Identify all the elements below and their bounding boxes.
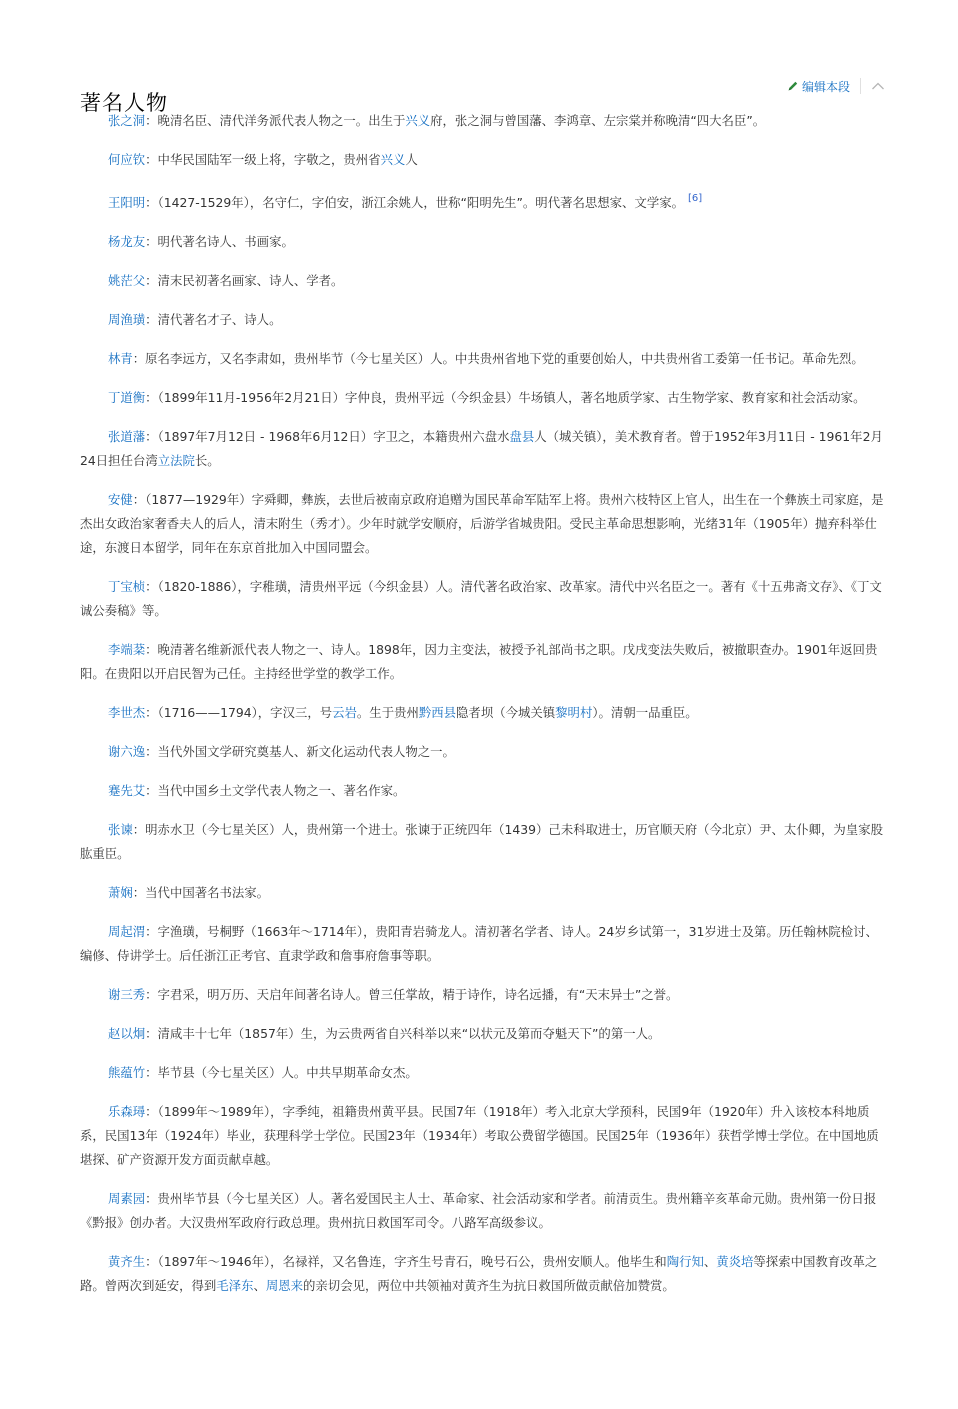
- inline-link[interactable]: 黎明村: [555, 705, 593, 720]
- person-name-link[interactable]: 李世杰: [108, 705, 146, 720]
- entry-text: 的亲切会见，两位中共领袖对黄齐生为抗日救国所做贡献倍加赞赏。: [303, 1278, 675, 1293]
- person-entry: [80, 983, 886, 1007]
- entry-text: 府，张之洞与曾国藩、李鸿章、左宗棠并称晚清“四大名臣”。: [430, 113, 766, 128]
- person-name-link[interactable]: 张谏: [108, 822, 133, 837]
- person-entry: [80, 269, 886, 293]
- entry-text: ：（1897年～1946年），名禄祥，又名鲁连，字齐生号青石，晚号石公，贵州安顺人。他毕生和: [145, 1254, 667, 1269]
- entry-text: ：（1897年7月12日 - 1968年6月12日）字卫之，本籍贵州六盘水: [145, 429, 510, 444]
- entry-text: ：毕节县（今七星关区）人。中共早期革命女杰。: [145, 1065, 418, 1080]
- person-entry: [80, 575, 886, 623]
- person-entry: [80, 386, 886, 410]
- people-list: [80, 109, 886, 1298]
- entry-text: 人: [405, 152, 418, 167]
- person-entry: [80, 1187, 886, 1235]
- person-entry: [80, 347, 886, 371]
- person-name-link[interactable]: 张道藩: [108, 429, 146, 444]
- person-entry: [80, 638, 886, 686]
- entry-text: ：（1899年11月-1956年2月21日）字仲良，贵州平远（今织金县）牛场镇人，著名地质学家、古生物学家、教育家和社会活动家。: [145, 390, 866, 405]
- entry-text: ：字君采，明万历、天启年间著名诗人。曾三任掌故，精于诗作，诗名远播，有“天末异士”之誉。: [145, 987, 679, 1002]
- entry-text: ：（1716——1794），字汉三，号: [145, 705, 333, 720]
- person-entry: [80, 740, 886, 764]
- entry-text: ：（1427-1529年），名守仁，字伯安，浙江余姚人，世称“阳明先生”。明代著名思想家、文学家。: [145, 195, 684, 210]
- inline-link[interactable]: 立法院: [157, 453, 195, 468]
- entry-text: ：当代中国乡土文学代表人物之一、著名作家。: [145, 783, 406, 798]
- pencil-icon: [787, 80, 799, 92]
- entry-text: ）。清朝一品重臣。: [592, 705, 698, 720]
- citation-link[interactable]: [6]: [688, 193, 703, 204]
- person-name-link[interactable]: 蹇先艾: [108, 783, 146, 798]
- person-entry: [80, 488, 886, 560]
- entry-text: ：（1820-1886），字稚璜，清贵州平远（今织金县）人。清代著名政治家、改革家。清代中兴名臣之一。著有《十五弗斋文存》、《丁文诚公奏稿》等。: [80, 579, 882, 618]
- person-name-link[interactable]: 何应钦: [108, 152, 146, 167]
- person-entry: [80, 1100, 886, 1172]
- entry-text: ：晚清名臣、清代洋务派代表人物之一。出生于: [145, 113, 406, 128]
- person-name-link[interactable]: 王阳明: [108, 195, 146, 210]
- entry-text: ：明代著名诗人、书画家。: [145, 234, 294, 249]
- entry-text: ：中华民国陆军一级上将，字敬之，贵州省: [145, 152, 381, 167]
- person-name-link[interactable]: 黄齐生: [108, 1254, 146, 1269]
- edit-section-label: 编辑本段: [801, 79, 850, 94]
- person-entry: [80, 1022, 886, 1046]
- entry-text: ：清末民初著名画家、诗人、学者。: [145, 273, 344, 288]
- person-entry: [80, 1061, 886, 1085]
- person-entry: [80, 779, 886, 803]
- inline-link[interactable]: 周恩来: [265, 1278, 304, 1293]
- person-name-link[interactable]: 乐森璕: [108, 1104, 146, 1119]
- entry-text: ：清咸丰十七年（1857年）生，为云贵两省自兴科举以来“以状元及第而夺魁天下”的第一人。: [145, 1026, 661, 1041]
- person-entry: [80, 109, 886, 133]
- inline-link[interactable]: 兴义: [405, 113, 431, 128]
- person-entry: [80, 308, 886, 332]
- person-name-link[interactable]: 李端棻: [108, 642, 146, 657]
- entry-text: 隐者坝（今城关镇: [456, 705, 556, 720]
- inline-link[interactable]: 兴义: [380, 152, 406, 167]
- person-name-link[interactable]: 张之洞: [108, 113, 146, 128]
- entry-text: ：（1899年～1989年），字季纯，祖籍贵州黄平县。民国7年（1918年）考入北京大学预科，民国9年（1920年）升入该校本科地质系，民国13年（1924年）毕业，获理科学士学位。民国23年（1934年）考取公费留学德国。民国25年（1936年）获哲学博士学位。在中国地质堪探、矿产资源开发方面贡献卓越。: [80, 1104, 879, 1167]
- person-name-link[interactable]: 丁宝桢: [108, 579, 146, 594]
- person-name-link[interactable]: 杨龙友: [108, 234, 146, 249]
- person-entry: [80, 818, 886, 866]
- entry-text: 、: [703, 1254, 717, 1269]
- inline-link[interactable]: 盘县: [509, 429, 535, 444]
- inline-link[interactable]: 黄炎培: [716, 1254, 754, 1269]
- edit-section-button[interactable]: [787, 78, 850, 95]
- person-entry: [80, 701, 886, 725]
- person-entry: [80, 425, 886, 473]
- entry-text: ：当代中国著名书法家。: [132, 885, 270, 900]
- person-entry: [80, 881, 886, 905]
- person-name-link[interactable]: 熊蕴竹: [108, 1065, 146, 1080]
- entry-text: ：晚清著名维新派代表人物之一、诗人。1898年，因力主变法，被授予礼部尚书之职。戊戌变法失败后，被撤职查办。1901年返回贵阳。在贵阳以开启民智为己任。主持经世学堂的教学工作。: [80, 642, 878, 681]
- entry-text: 长。: [194, 453, 220, 468]
- inline-link[interactable]: 云岩: [332, 705, 357, 720]
- entry-text: ：清代著名才子、诗人。: [145, 312, 282, 327]
- entry-text: ：明赤水卫（今七星关区）人，贵州第一个进士。张谏于正统四年（1439）己未科取进士，历官顺天府（今北京）尹、太仆卿，为皇家股肱重臣。: [80, 822, 883, 861]
- chevron-up-icon[interactable]: [870, 78, 886, 94]
- tools-divider: [860, 78, 861, 94]
- entry-text: 、: [253, 1278, 266, 1293]
- entry-text: 人（城关镇），美术教育者。曾于1952年3月11日 - 1961年2月24日担任台湾: [80, 429, 883, 468]
- person-name-link[interactable]: 赵以炯: [108, 1026, 146, 1041]
- famous-people-section: [80, 0, 886, 1293]
- person-entry: [80, 1250, 886, 1298]
- entry-text: ：当代外国文学研究奠基人、新文化运动代表人物之一。: [145, 744, 455, 759]
- person-name-link[interactable]: 丁道衡: [108, 390, 146, 405]
- person-name-link[interactable]: 安健: [108, 492, 133, 507]
- person-name-link[interactable]: 周素园: [108, 1191, 146, 1206]
- person-entry: [80, 230, 886, 254]
- person-name-link[interactable]: 谢六逸: [108, 744, 146, 759]
- person-name-link[interactable]: 谢三秀: [108, 987, 146, 1002]
- inline-link[interactable]: 黔西县: [418, 705, 457, 720]
- person-entry: [80, 920, 886, 968]
- inline-link[interactable]: 陶行知: [666, 1254, 704, 1269]
- section-tools: [787, 74, 886, 98]
- inline-link[interactable]: 毛泽东: [216, 1278, 254, 1293]
- person-entry: [80, 187, 886, 215]
- person-name-link[interactable]: 姚茫父: [108, 273, 146, 288]
- entry-text: ：字渔璜，号桐野（1663年～1714年），贵阳青岩骑龙人。清初著名学者、诗人。24岁乡试第一，31岁进士及第。历任翰林院检讨、编修、侍讲学士。后任浙江正考官、直隶学政和詹事府詹事等职。: [80, 924, 878, 963]
- entry-text: 等探索中国教育改革之路。曾两次到延安，得到: [80, 1254, 878, 1293]
- entry-text: 。生于贵州: [356, 705, 419, 720]
- entry-text: ：原名李远方，又名李肃如，贵州毕节（今七星关区）人。中共贵州省地下党的重要创始人，中共贵州省工委第一任书记。革命先烈。: [132, 351, 864, 366]
- person-entry: [80, 148, 886, 172]
- section-title: 著名人物: [80, 91, 168, 116]
- person-name-link[interactable]: 萧娴: [108, 885, 133, 900]
- person-name-link[interactable]: 周起渭: [108, 924, 146, 939]
- entry-text: ：（1877—1929年）字舜卿，彝族，去世后被南京政府追赠为国民革命军陆军上将。贵州六枝特区上官人，出生在一个彝族土司家庭，是杰出女政治家奢香夫人的后人，清末附生（秀才）。少年时就学安顺府，后游学省城贵阳。受民主革命思想影响，光绪31年（1905年）抛弃科举仕途，东渡日本留学，同年在东京首批加入中国同盟会。: [80, 492, 884, 555]
- person-name-link[interactable]: 周渔璜: [108, 312, 146, 327]
- person-name-link[interactable]: 林青: [108, 351, 133, 366]
- entry-text: ：贵州毕节县（今七星关区）人。著名爱国民主人士、革命家、社会活动家和学者。前清贡生。贵州籍辛亥革命元勋。贵州第一份日报《黔报》创办者。大汉贵州军政府行政总理。贵州抗日救国军司令。八路军高级参议。: [80, 1191, 877, 1230]
